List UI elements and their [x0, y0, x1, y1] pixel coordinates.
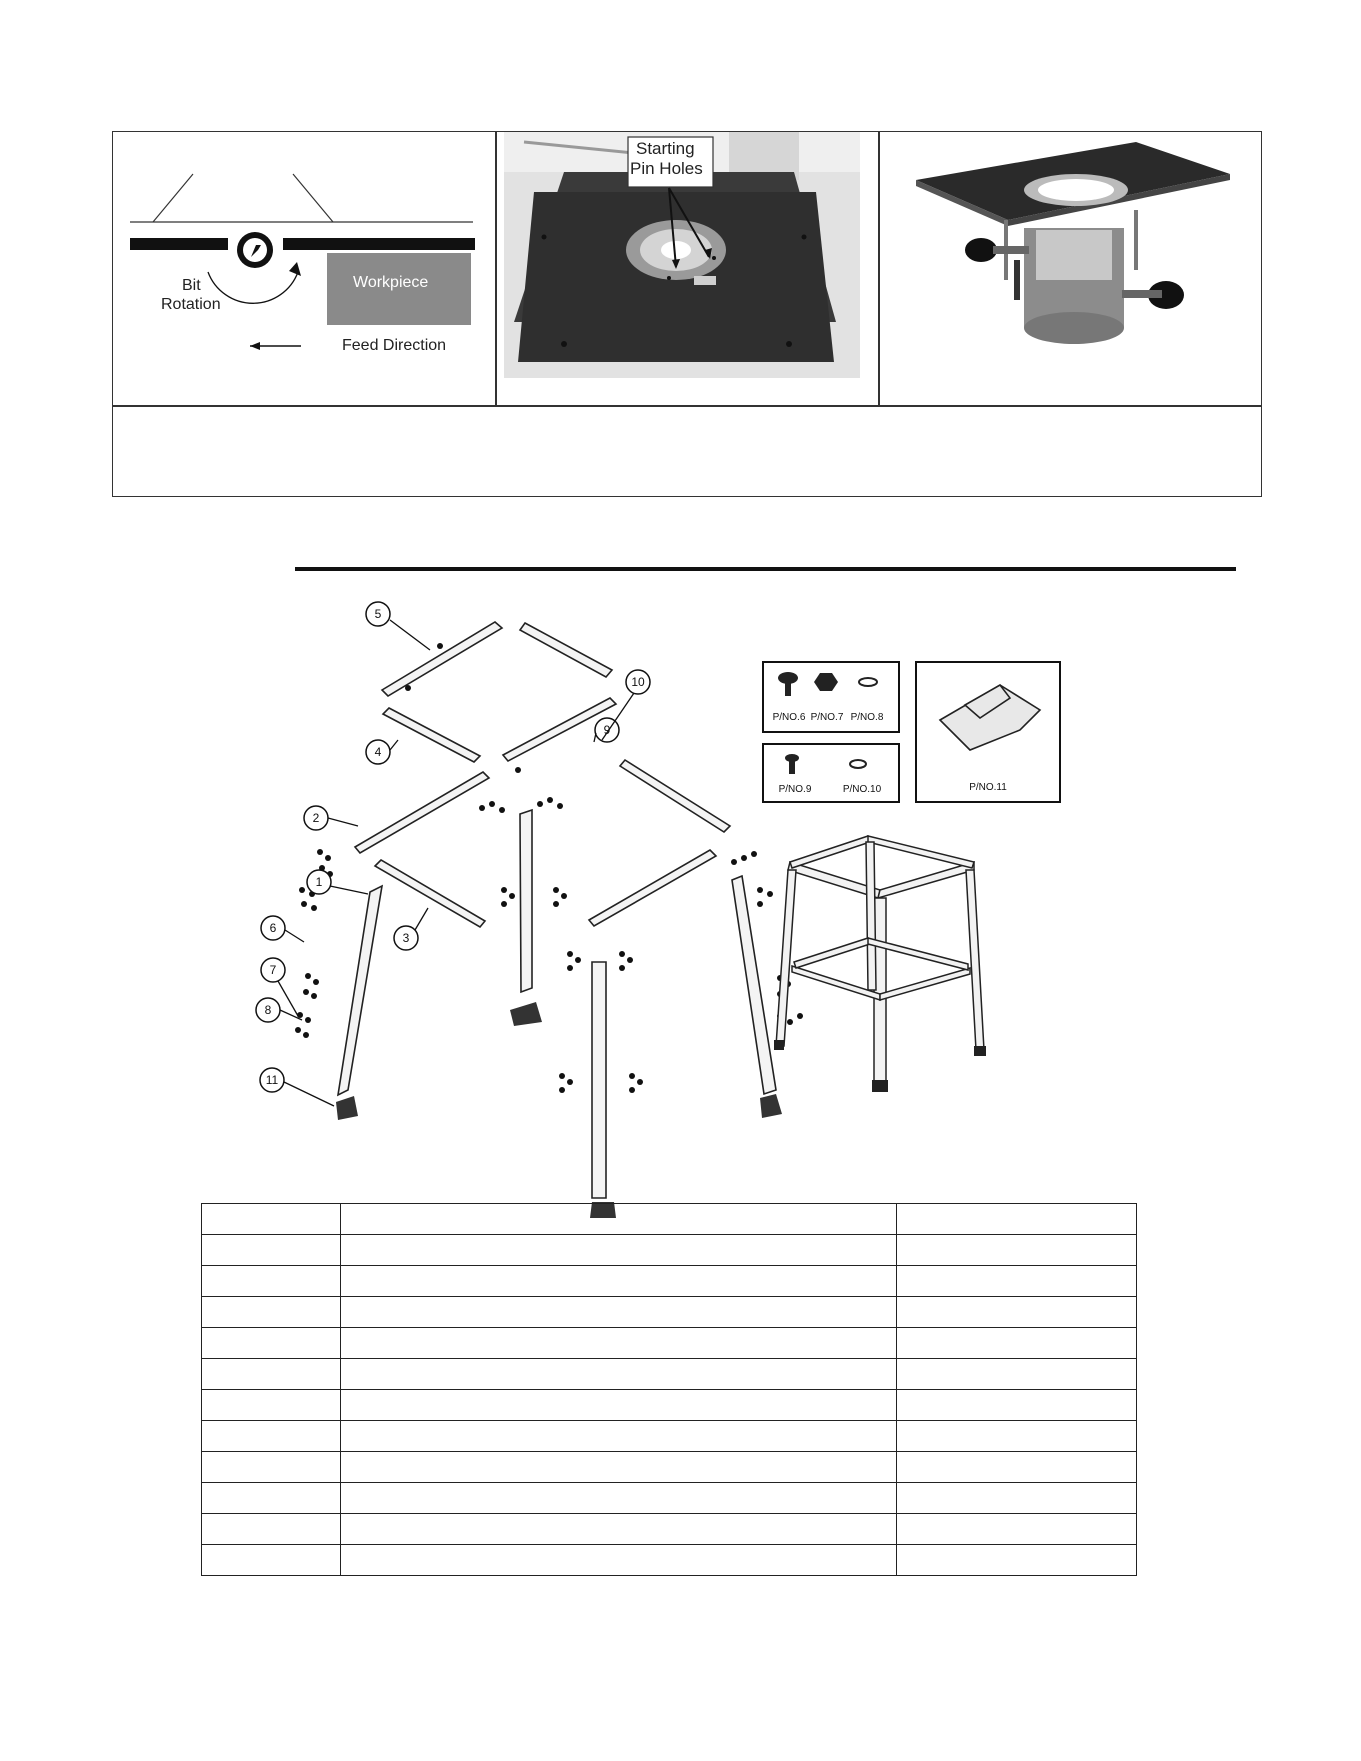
figure-divider-2	[878, 131, 880, 406]
section-rule	[295, 567, 1236, 571]
foot-center	[510, 1002, 542, 1026]
table-cell	[340, 1483, 896, 1514]
hardware-label-6: P/NO.6	[772, 712, 806, 723]
table-cell	[897, 1452, 1137, 1483]
table-cell	[897, 1545, 1137, 1576]
rail-5	[382, 622, 502, 696]
table-row	[202, 1483, 1137, 1514]
stand-exploded-view	[240, 590, 1130, 1230]
hardware-label-7: P/NO.7	[810, 712, 844, 723]
table-cell	[202, 1297, 341, 1328]
figure-divider-1	[495, 131, 497, 406]
router-with-plate-photo	[896, 140, 1246, 370]
table-cell	[202, 1359, 341, 1390]
callout-9: 9	[603, 723, 611, 737]
assembled-stand	[776, 836, 984, 1086]
parts-list-table	[201, 1203, 1137, 1576]
table-cell	[340, 1328, 896, 1359]
callout-4: 4	[374, 745, 382, 759]
hardware-label-11: P/NO.11	[969, 782, 1007, 793]
leg-center-back	[520, 810, 532, 992]
table-cell	[897, 1483, 1137, 1514]
table-row	[202, 1359, 1137, 1390]
table-cell	[202, 1235, 341, 1266]
table-cell	[340, 1266, 896, 1297]
leg-front	[592, 962, 606, 1198]
callout-2: 2	[312, 811, 320, 825]
table-cell	[202, 1545, 341, 1576]
table-row	[202, 1514, 1137, 1545]
table-cell	[202, 1266, 341, 1297]
table-cell	[202, 1514, 341, 1545]
hardware-label-10: P/NO.10	[842, 784, 882, 795]
table-cell	[202, 1483, 341, 1514]
rail-right	[620, 760, 730, 832]
foot-right	[760, 1094, 782, 1118]
table-cell	[202, 1390, 341, 1421]
hardware-label-8: P/NO.8	[850, 712, 884, 723]
table-row	[202, 1266, 1137, 1297]
table-cell	[340, 1421, 896, 1452]
table-cell	[340, 1545, 896, 1576]
table-cell	[897, 1204, 1137, 1235]
workpiece-label: Workpiece	[353, 274, 429, 291]
callout-7: 7	[269, 963, 277, 977]
table-cell	[202, 1421, 341, 1452]
table-cell	[340, 1297, 896, 1328]
hardware-label-9: P/NO.9	[778, 784, 812, 795]
table-row	[202, 1235, 1137, 1266]
table-cell	[897, 1235, 1137, 1266]
table-row	[202, 1297, 1137, 1328]
rail-top-right	[520, 623, 612, 677]
table-header-row	[202, 1204, 1137, 1235]
table-cell	[897, 1359, 1137, 1390]
table-cell	[897, 1421, 1137, 1452]
table-row	[202, 1421, 1137, 1452]
table-row	[202, 1390, 1137, 1421]
callout-10: 10	[631, 675, 645, 689]
table-cell	[340, 1235, 896, 1266]
figure-caption-divider	[112, 405, 1262, 407]
table-cell	[202, 1452, 341, 1483]
callout-6: 6	[269, 921, 277, 935]
callout-starting: Starting	[636, 139, 695, 158]
callout-pin-holes: Pin Holes	[630, 159, 703, 178]
table-row	[202, 1545, 1137, 1576]
table-cell	[897, 1328, 1137, 1359]
table-cell	[340, 1514, 896, 1545]
table-cell	[202, 1204, 341, 1235]
rail-2	[355, 772, 489, 853]
callout-8: 8	[264, 1003, 272, 1017]
callout-3: 3	[402, 931, 410, 945]
callout-1: 1	[315, 875, 323, 889]
rail-4	[383, 708, 480, 762]
leg-right	[732, 876, 776, 1094]
bit-label: Bit	[182, 277, 201, 294]
rotation-label: Rotation	[161, 296, 221, 313]
table-cell	[340, 1359, 896, 1390]
table-cell	[897, 1514, 1137, 1545]
table-row	[202, 1328, 1137, 1359]
callout-11: 11	[265, 1073, 279, 1087]
table-cell	[897, 1297, 1137, 1328]
rail-lower-right	[589, 850, 716, 926]
bit-rotation-diagram	[113, 132, 495, 405]
table-cell	[340, 1452, 896, 1483]
table-row	[202, 1452, 1137, 1483]
feed-direction-label: Feed Direction	[342, 337, 447, 354]
foot-left	[336, 1096, 358, 1120]
table-cell	[340, 1390, 896, 1421]
table-cell	[897, 1390, 1137, 1421]
callout-5: 5	[374, 607, 382, 621]
table-cell	[202, 1328, 341, 1359]
table-cell	[340, 1204, 896, 1235]
table-cell	[897, 1266, 1137, 1297]
rail-3	[375, 860, 485, 927]
leg-left	[338, 886, 382, 1095]
